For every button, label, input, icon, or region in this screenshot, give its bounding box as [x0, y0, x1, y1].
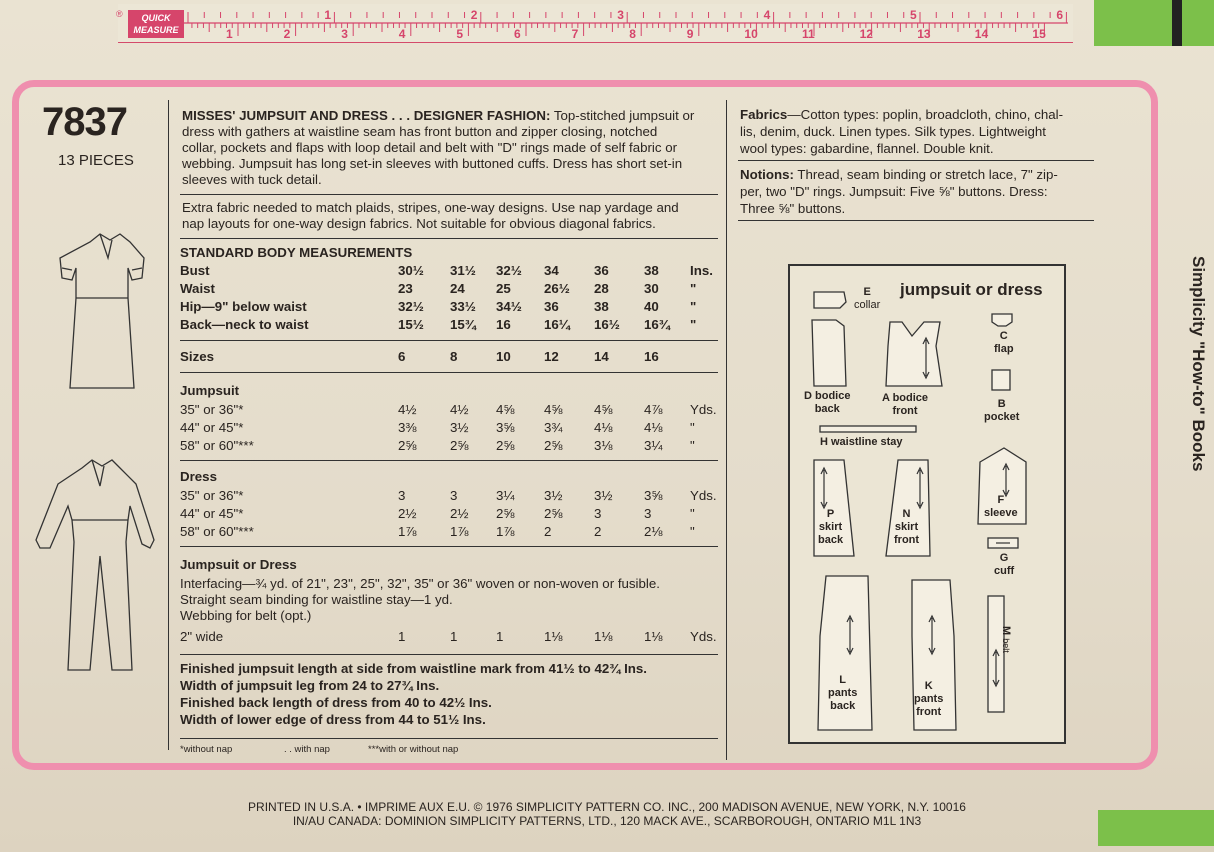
cell-value: 4⅞ — [644, 402, 663, 417]
cell-value: 4½ — [450, 402, 469, 417]
divider-right — [726, 100, 727, 760]
letter-m: M — [1000, 626, 1012, 636]
cell-value: 2⅝ — [398, 438, 417, 453]
inch-label: 5 — [910, 8, 917, 22]
label-c — [994, 330, 1014, 356]
cell-value: " — [690, 506, 695, 521]
footnote: . . with nap — [284, 744, 330, 755]
row-label: 58" or 60"*** — [180, 438, 254, 453]
letter-n: N — [902, 508, 911, 520]
finished-line: Width of jumpsuit leg from 24 to 27¾ Ins. — [180, 678, 440, 693]
imprint-line: IN/AU CANADA: DOMINION SIMPLICITY PATTERNS, LTD., 120 MACK AVE., SCARBOROUGH, ONTARIO M1L 1N3 — [292, 814, 922, 828]
cm-label: 8 — [629, 27, 636, 41]
printer-imprint — [0, 800, 1214, 828]
cell-value: 2⅝ — [496, 506, 515, 521]
cell-value: Yds. — [690, 402, 717, 417]
cell-value: 14 — [594, 349, 609, 364]
cell-value: 1⅞ — [496, 524, 515, 539]
cell-value: 32½ — [398, 299, 424, 314]
label-h — [820, 436, 903, 449]
label-d — [804, 390, 850, 416]
letter-c: C — [999, 330, 1008, 342]
cell-value: 1 — [496, 629, 504, 644]
letter-b: B — [997, 398, 1006, 410]
imprint-line: PRINTED IN U.S.A. • IMPRIME AUX E.U. © 1976 SIMPLICITY PATTERN CO. INC., 200 MADISON AVENUE, NEW YORK, N.Y. 10016 — [248, 800, 966, 814]
table-row — [180, 262, 720, 279]
cell-value: 3½ — [450, 420, 469, 435]
rule — [738, 160, 1094, 161]
fabrics-line: —Cotton types: poplin, broadcloth, chino, chal- — [787, 107, 1064, 122]
name-skirt: skirt — [818, 521, 843, 533]
label-a — [882, 392, 928, 418]
letter-k: K — [924, 680, 933, 692]
inch-label: 3 — [617, 8, 624, 22]
cell-value: 36 — [544, 299, 559, 314]
cell-value: 31½ — [450, 263, 476, 278]
cell-value: 2 — [544, 524, 552, 539]
label-p — [818, 508, 843, 547]
cell-value: 4⅝ — [594, 402, 613, 417]
rule — [180, 654, 718, 655]
cell-value: 1⅛ — [644, 629, 663, 644]
diagram-title: jumpsuit or dress — [900, 280, 1043, 299]
cell-value: 30 — [644, 281, 659, 296]
cell-value: 23 — [398, 281, 413, 296]
cm-label: 7 — [571, 27, 579, 41]
cell-value: 32½ — [496, 263, 522, 278]
measure-label: MEASURE — [133, 25, 179, 35]
description — [182, 108, 722, 188]
jd-label: Jumpsuit or Dress — [180, 557, 297, 572]
cell-value: 33½ — [450, 299, 476, 314]
cell-value: 26½ — [544, 281, 570, 296]
rule — [738, 220, 1094, 221]
table-row — [180, 348, 720, 365]
cell-value: 3⅜ — [398, 420, 417, 435]
finished-line: Finished jumpsuit length at side from waistline mark from 41½ to 42¾ Ins. — [180, 661, 647, 676]
table-row — [180, 298, 720, 315]
dress-title — [180, 468, 720, 485]
inch-label: 2 — [470, 8, 478, 22]
green-tab-top — [1094, 0, 1214, 46]
name-pants: pants — [914, 693, 944, 705]
cell-value: 2 — [594, 524, 602, 539]
table-row — [180, 401, 720, 418]
cell-value: " — [690, 317, 697, 332]
cm-label: 12 — [859, 27, 873, 41]
divider-left — [168, 100, 169, 750]
cell-value: 2⅝ — [450, 438, 469, 453]
description-line: Top-stitched jumpsuit or — [553, 108, 695, 123]
cell-value: 3 — [398, 488, 406, 503]
name-waistline-stay: H waistline stay — [820, 436, 903, 448]
measure-title: STANDARD BODY MEASUREMENTS — [180, 245, 413, 260]
letter-p: P — [826, 508, 835, 520]
cell-value: " — [690, 281, 697, 296]
description-line: sleeves with tuck detail. — [182, 172, 322, 187]
cm-label: 6 — [514, 27, 521, 41]
cell-value: 1⅞ — [450, 524, 469, 539]
cell-value: 3½ — [544, 488, 563, 503]
piece-a-bodice-front — [886, 322, 942, 386]
finished-measurements — [180, 660, 725, 728]
name-skirt: skirt — [894, 521, 919, 533]
name-pocket: pocket — [984, 411, 1020, 423]
cell-value: 38 — [644, 263, 659, 278]
label-f — [984, 494, 1018, 520]
cell-value: 3⅝ — [496, 420, 515, 435]
note-line: Extra fabric needed to match plaids, stripes, one-way designs. Use nap yardage and — [182, 200, 679, 215]
cell-value: 1⅛ — [544, 629, 563, 644]
jumpsuit-label: Jumpsuit — [180, 383, 240, 398]
letter-f: F — [997, 494, 1005, 506]
cell-value: 3½ — [594, 488, 613, 503]
measurements-title — [180, 244, 720, 261]
cell-value: 12 — [544, 349, 559, 364]
registered-mark: ® — [116, 9, 123, 19]
name-front: front — [894, 534, 920, 546]
dress-sketch — [50, 228, 160, 398]
cell-value: 2½ — [450, 506, 469, 521]
row-label: 58" or 60"*** — [180, 524, 254, 539]
cell-value: " — [690, 438, 695, 453]
label-k — [914, 680, 943, 719]
pattern-pieces-diagram — [788, 264, 1066, 744]
rule — [180, 238, 718, 239]
cell-value: 4⅝ — [544, 402, 563, 417]
cell-value: 4⅛ — [644, 420, 663, 435]
row-label: 44" or 45"* — [180, 506, 244, 521]
cm-label: 14 — [974, 27, 989, 41]
description-line: dress with gathers at waistline seam has front button and zipper closing, notched — [182, 124, 658, 139]
fabrics-label: Fabrics — [740, 107, 788, 122]
table-row — [180, 316, 720, 333]
cell-value: 36 — [594, 263, 609, 278]
inch-label: 1 — [324, 8, 332, 22]
description-title: MISSES' JUMPSUIT AND DRESS . . . DESIGNER FASHION: — [182, 108, 551, 123]
name-flap: flap — [994, 343, 1014, 355]
inch-label: 6 — [1056, 8, 1064, 22]
rule — [180, 340, 718, 341]
rule — [180, 194, 718, 195]
description-line: collar, pockets and flaps with loop detail and belt with "D" rings made of self fabric or — [182, 140, 678, 155]
cell-value: 3 — [450, 488, 458, 503]
cm-label: 3 — [341, 27, 348, 41]
fabrics-line: lis, denim, duck. Linen types. Silk types. Lightweight — [740, 124, 1046, 139]
notions-line: Three ⅝" buttons. — [740, 201, 846, 216]
cell-value: 1⅞ — [398, 524, 417, 539]
row-label: Waist — [180, 281, 215, 296]
rule — [180, 372, 718, 373]
name-pants: pants — [828, 687, 858, 699]
footnote: *without nap — [180, 744, 233, 755]
extra-fabric-note — [182, 200, 722, 232]
cell-value: 2⅝ — [544, 438, 563, 453]
pattern-number: 7837 — [42, 100, 127, 144]
cell-value: Ins. — [690, 263, 713, 278]
cell-value: 24 — [450, 281, 465, 296]
row-label: Back—neck to waist — [180, 317, 309, 332]
cell-value: 38 — [594, 299, 609, 314]
label-b — [984, 398, 1019, 424]
table-row — [180, 280, 720, 297]
jd-line: Straight seam binding for waistline stay—1 yd. — [180, 592, 453, 607]
cell-value: " — [690, 420, 695, 435]
cell-value: 3⅛ — [594, 438, 613, 453]
cell-value: Yds. — [690, 488, 717, 503]
row-label: 44" or 45"* — [180, 420, 244, 435]
row-label: 35" or 36"* — [180, 402, 244, 417]
quick-measure-badge — [128, 10, 184, 38]
cm-label: 10 — [744, 27, 758, 41]
fabrics — [740, 106, 1100, 157]
piece-h-waistline-stay — [820, 426, 916, 432]
cell-value: 34½ — [496, 299, 522, 314]
cell-value: 4⅛ — [594, 420, 613, 435]
cell-value: 30½ — [398, 263, 424, 278]
row-label: Bust — [180, 263, 210, 278]
label-g — [994, 552, 1014, 578]
row-label: 2" wide — [180, 629, 224, 644]
cell-value: 16 — [644, 349, 659, 364]
cell-value: 3¾ — [544, 420, 563, 435]
quick-measure-ruler — [118, 4, 1073, 43]
table-row — [180, 628, 720, 645]
cell-value: 6 — [398, 349, 406, 364]
piece-c-flap — [992, 314, 1012, 326]
cell-value: 15½ — [398, 317, 424, 332]
cell-value: 8 — [450, 349, 458, 364]
table-row — [180, 505, 720, 522]
cell-value: 16¼ — [544, 317, 570, 332]
inch-label: 4 — [763, 8, 771, 22]
name-back: back — [830, 700, 856, 712]
piece-b-pocket — [992, 370, 1010, 390]
name-collar: collar — [854, 299, 881, 311]
name-back: back — [818, 534, 844, 546]
table-row — [180, 523, 720, 540]
letter-l: L — [839, 674, 847, 686]
label-m — [999, 626, 1012, 653]
cell-value: 4½ — [398, 402, 417, 417]
notions-line: Thread, seam binding or stretch lace, 7" zip- — [793, 167, 1058, 182]
notions — [740, 166, 1100, 217]
row-label: Hip—9" below waist — [180, 299, 307, 314]
name-belt: belt — [1001, 638, 1011, 653]
pieces-shapes — [790, 266, 1064, 742]
description-line: webbing. Jumpsuit has long set-in sleeves with buttoned cuffs. Dress has short set-in — [182, 156, 683, 171]
cell-value: 10 — [496, 349, 511, 364]
finished-line: Width of lower edge of dress from 44 to 51½ Ins. — [180, 712, 486, 727]
fabrics-line: wool types: gabardine, flannel. Double knit. — [740, 141, 994, 156]
ruler-ticks — [118, 4, 1073, 42]
rule — [180, 460, 718, 461]
cell-value: 34 — [544, 263, 559, 278]
cell-value: 3¼ — [644, 438, 663, 453]
side-brand — [1178, 256, 1214, 576]
cm-label: 2 — [283, 27, 291, 41]
jd-title — [180, 556, 720, 573]
footnote: ***with or without nap — [368, 744, 459, 755]
cell-value: 2⅝ — [496, 438, 515, 453]
row-label: 35" or 36"* — [180, 488, 244, 503]
notions-line: per, two "D" rings. Jumpsuit: Five ⅝" buttons. Dress: — [740, 184, 1048, 199]
dress-label: Dress — [180, 469, 217, 484]
cell-value: 2½ — [398, 506, 417, 521]
letter-e: E — [863, 286, 871, 298]
cell-value: 3⅝ — [644, 488, 663, 503]
cell-value: 4⅝ — [496, 402, 515, 417]
cell-value: 3 — [644, 506, 652, 521]
cell-value: 28 — [594, 281, 609, 296]
cell-value: 16 — [496, 317, 511, 332]
cm-label: 15 — [1032, 27, 1046, 41]
rule — [180, 546, 718, 547]
cell-value: 3 — [594, 506, 602, 521]
cell-value: 25 — [496, 281, 511, 296]
table-row — [180, 437, 720, 454]
quick-label: QUICK — [141, 13, 171, 23]
cell-value: 3¼ — [496, 488, 515, 503]
table-row — [180, 419, 720, 436]
jd-line: Webbing for belt (opt.) — [180, 608, 312, 623]
name-cuff: cuff — [994, 565, 1015, 577]
rule — [180, 738, 718, 739]
finished-line: Finished back length of dress from 40 to 42½ Ins. — [180, 695, 492, 710]
cm-label: 1 — [226, 27, 233, 41]
row-label: Sizes — [180, 349, 215, 364]
cm-label: 11 — [802, 27, 815, 41]
black-stripe — [1172, 0, 1182, 46]
name-front: front — [892, 405, 918, 417]
cell-value: 40 — [644, 299, 659, 314]
piece-d-bodice-back — [812, 320, 846, 386]
cell-value: 2⅛ — [644, 524, 663, 539]
cm-label: 5 — [456, 27, 464, 41]
note-line: nap layouts for one-way design fabrics. Not suitable for obvious diagonal fabrics. — [182, 216, 656, 231]
pieces-count: 13 PIECES — [58, 152, 134, 169]
cell-value: " — [690, 299, 697, 314]
name-sleeve: sleeve — [984, 507, 1018, 519]
label-n — [894, 508, 919, 547]
side-brand-text: Simplicity "How-to" Books — [1189, 256, 1208, 472]
cell-value: " — [690, 524, 695, 539]
notions-label: Notions: — [740, 167, 794, 182]
piece-e-collar — [814, 292, 846, 308]
cell-value: 1 — [450, 629, 458, 644]
cell-value: 16¾ — [644, 317, 670, 332]
name-front: front — [916, 706, 942, 718]
cell-value: 16½ — [594, 317, 620, 332]
name-back: back — [814, 403, 840, 415]
letter-a: A bodice — [882, 392, 929, 404]
jd-notes — [180, 576, 725, 624]
jd-line: Interfacing—¾ yd. of 21", 23", 25", 32", 35" or 36" woven or non-woven or fusible. — [180, 576, 660, 591]
jumpsuit-sketch — [24, 456, 164, 676]
jumpsuit-title — [180, 382, 720, 399]
cm-label: 13 — [917, 27, 931, 41]
cell-value: 15¾ — [450, 317, 476, 332]
cell-value: 1⅛ — [594, 629, 613, 644]
cell-value: 2⅝ — [544, 506, 563, 521]
label-e — [854, 286, 880, 312]
cm-label: 9 — [686, 27, 694, 41]
letter-d: D bodice — [804, 390, 851, 402]
table-row — [180, 487, 720, 504]
cell-value: 1 — [398, 629, 406, 644]
label-l — [828, 674, 857, 713]
cm-label: 4 — [398, 27, 406, 41]
letter-g: G — [999, 552, 1009, 564]
cell-value: Yds. — [690, 629, 717, 644]
